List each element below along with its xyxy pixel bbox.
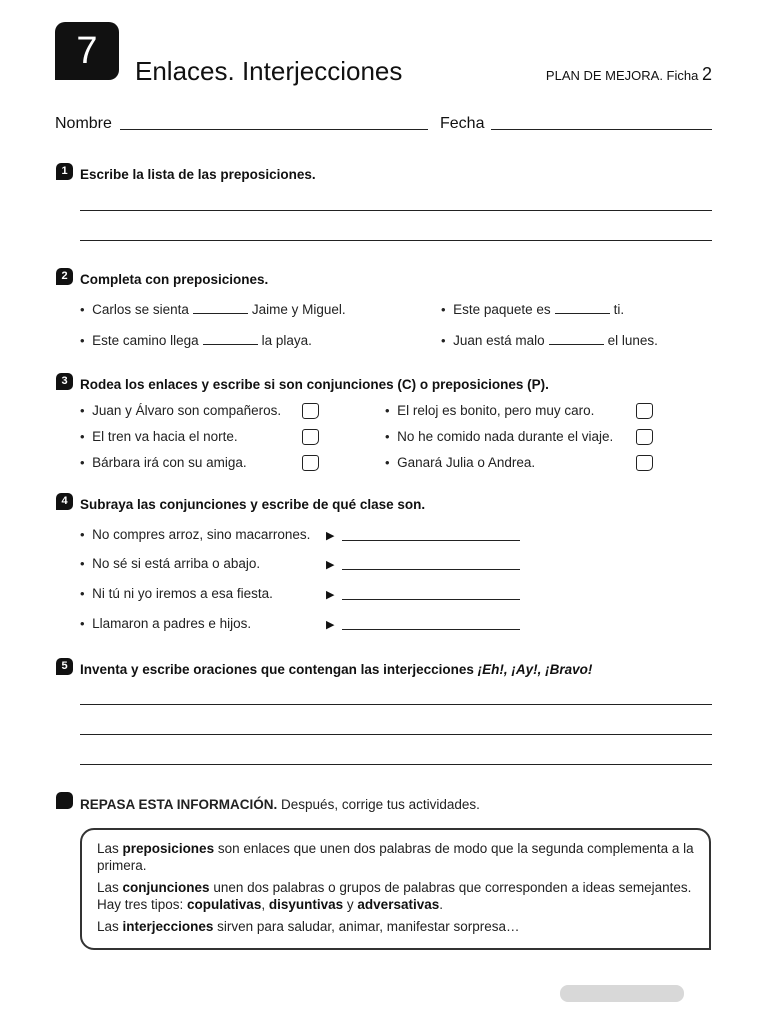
name-field[interactable] [120, 129, 428, 130]
text: , [261, 897, 266, 912]
list-item [80, 332, 312, 348]
bullet: • [441, 302, 446, 317]
answer-line[interactable] [342, 599, 520, 600]
bullet: • [441, 333, 446, 348]
page-title: Enlaces. Interjecciones [135, 56, 403, 86]
answer-checkbox[interactable] [302, 455, 319, 471]
bullet: • [80, 527, 85, 542]
bullet: • [80, 616, 85, 631]
list-item [80, 556, 260, 571]
item-text: Juan y Álvaro son compañeros. [92, 403, 282, 418]
list-item [441, 332, 658, 348]
answer-line[interactable] [80, 210, 712, 211]
list-item [441, 301, 624, 317]
bullet: • [80, 455, 85, 470]
answer-line[interactable] [342, 569, 520, 570]
item-text: El reloj es bonito, pero muy caro. [397, 403, 595, 418]
item-text-before: Juan está malo [453, 333, 545, 348]
interjections-list: ¡Eh!, ¡Ay!, ¡Bravo! [477, 662, 593, 677]
unit-number-badge: 7 [55, 22, 119, 80]
activity-4-badge: 4 [56, 493, 73, 510]
activity-5-instruction [80, 662, 592, 677]
bullet: • [80, 429, 85, 444]
plan-text: PLAN DE MEJORA. Ficha [545, 68, 699, 83]
item-text: Llamaron a padres e hijos. [92, 616, 252, 631]
review-heading [80, 797, 480, 812]
bullet: • [385, 429, 390, 444]
arrow-right-icon: ▶ [326, 530, 335, 542]
term-conjunciones: conjunciones [122, 880, 210, 895]
text: Las [97, 880, 119, 895]
item-text-before: Carlos se sienta [92, 302, 189, 317]
activity-3-badge: 3 [56, 373, 73, 390]
blank-field[interactable] [555, 301, 610, 314]
list-item [385, 455, 535, 470]
text: . [439, 897, 443, 912]
item-text: El tren va hacia el norte. [92, 429, 238, 444]
text: Las [97, 919, 119, 934]
answer-line[interactable] [80, 764, 712, 765]
bullet: • [80, 556, 85, 571]
answer-line[interactable] [342, 629, 520, 630]
text: y [346, 897, 354, 912]
info-paragraph-2 [97, 879, 695, 913]
item-text-after: ti. [613, 302, 625, 317]
list-item [80, 527, 310, 542]
review-subheading: Después, corrige tus actividades. [281, 797, 480, 812]
plan-label [546, 64, 712, 85]
list-item [385, 429, 613, 444]
instruction-text: Inventa y escribe oraciones que contengan las interjecciones [80, 662, 474, 677]
answer-checkbox[interactable] [302, 429, 319, 445]
answer-line[interactable] [80, 240, 712, 241]
activity-1-instruction: Escribe la lista de las preposiciones. [80, 167, 316, 182]
item-text: Bárbara irá con su amiga. [92, 455, 247, 470]
term-disyuntivas: disyuntivas [268, 897, 344, 912]
arrow-right-icon: ▶ [326, 619, 335, 631]
bullet: • [80, 302, 85, 317]
list-item [80, 616, 251, 631]
blank-field[interactable] [193, 301, 248, 314]
activity-1-badge: 1 [56, 163, 73, 180]
bullet: • [80, 333, 85, 348]
date-field[interactable] [491, 129, 712, 130]
bullet: • [80, 586, 85, 601]
activity-4-instruction: Subraya las conjunciones y escribe de qué clase son. [80, 497, 426, 512]
name-label: Nombre [55, 115, 112, 132]
page-footer-tab [560, 985, 684, 1002]
bullet: • [80, 403, 85, 418]
term-preposiciones: preposiciones [122, 841, 215, 856]
date-label: Fecha [440, 115, 485, 132]
item-text-before: Este paquete es [453, 302, 551, 317]
item-text: No he comido nada durante el viaje. [397, 429, 614, 444]
arrow-right-icon: ▶ [326, 589, 335, 601]
list-item [80, 403, 281, 418]
item-text-after: Jaime y Miguel. [251, 302, 346, 317]
blank-field[interactable] [549, 332, 604, 345]
item-text: No compres arroz, sino macarrones. [92, 527, 311, 542]
answer-line[interactable] [80, 704, 712, 705]
answer-checkbox[interactable] [636, 455, 653, 471]
info-paragraph-3 [97, 918, 695, 935]
answer-line[interactable] [80, 734, 712, 735]
bullet: • [385, 403, 390, 418]
activity-2-instruction: Completa con preposiciones. [80, 272, 269, 287]
list-item [80, 455, 247, 470]
review-heading-bold: REPASA ESTA INFORMACIÓN. [80, 797, 278, 812]
activity-3-instruction: Rodea los enlaces y escribe si son conjunciones (C) o preposiciones (P). [80, 377, 549, 392]
term-copulativas: copulativas [187, 897, 262, 912]
item-text: Ganará Julia o Andrea. [397, 455, 536, 470]
list-item [80, 301, 346, 317]
text: unen dos palabras o grupos de palabras que corresponden a ideas semejantes. Hay tres tipos: [97, 880, 692, 912]
term-adversativas: adversativas [357, 897, 440, 912]
list-item [385, 403, 594, 418]
list-item [80, 586, 273, 601]
review-badge [56, 792, 73, 809]
bullet: • [385, 455, 390, 470]
arrow-right-icon: ▶ [326, 559, 335, 571]
answer-checkbox[interactable] [302, 403, 319, 419]
info-paragraph-1 [97, 840, 695, 874]
answer-checkbox[interactable] [636, 429, 653, 445]
blank-field[interactable] [203, 332, 258, 345]
item-text-before: Este camino llega [92, 333, 199, 348]
item-text-after: el lunes. [607, 333, 658, 348]
info-box [80, 828, 711, 950]
item-text-after: la playa. [261, 333, 312, 348]
item-text: No sé si está arriba o abajo. [92, 556, 261, 571]
activity-5-badge: 5 [56, 658, 73, 675]
item-text: Ni tú ni yo iremos a esa fiesta. [92, 586, 273, 601]
activity-2-badge: 2 [56, 268, 73, 285]
answer-line[interactable] [342, 540, 520, 541]
text: Las [97, 841, 119, 856]
list-item [80, 429, 238, 444]
text: sirven para saludar, animar, manifestar sorpresa… [217, 919, 520, 934]
term-interjecciones: interjecciones [122, 919, 214, 934]
ficha-number: 2 [701, 64, 712, 84]
answer-checkbox[interactable] [636, 403, 653, 419]
text: son enlaces que unen dos palabras de modo que la segunda complementa a la primera. [97, 841, 694, 873]
